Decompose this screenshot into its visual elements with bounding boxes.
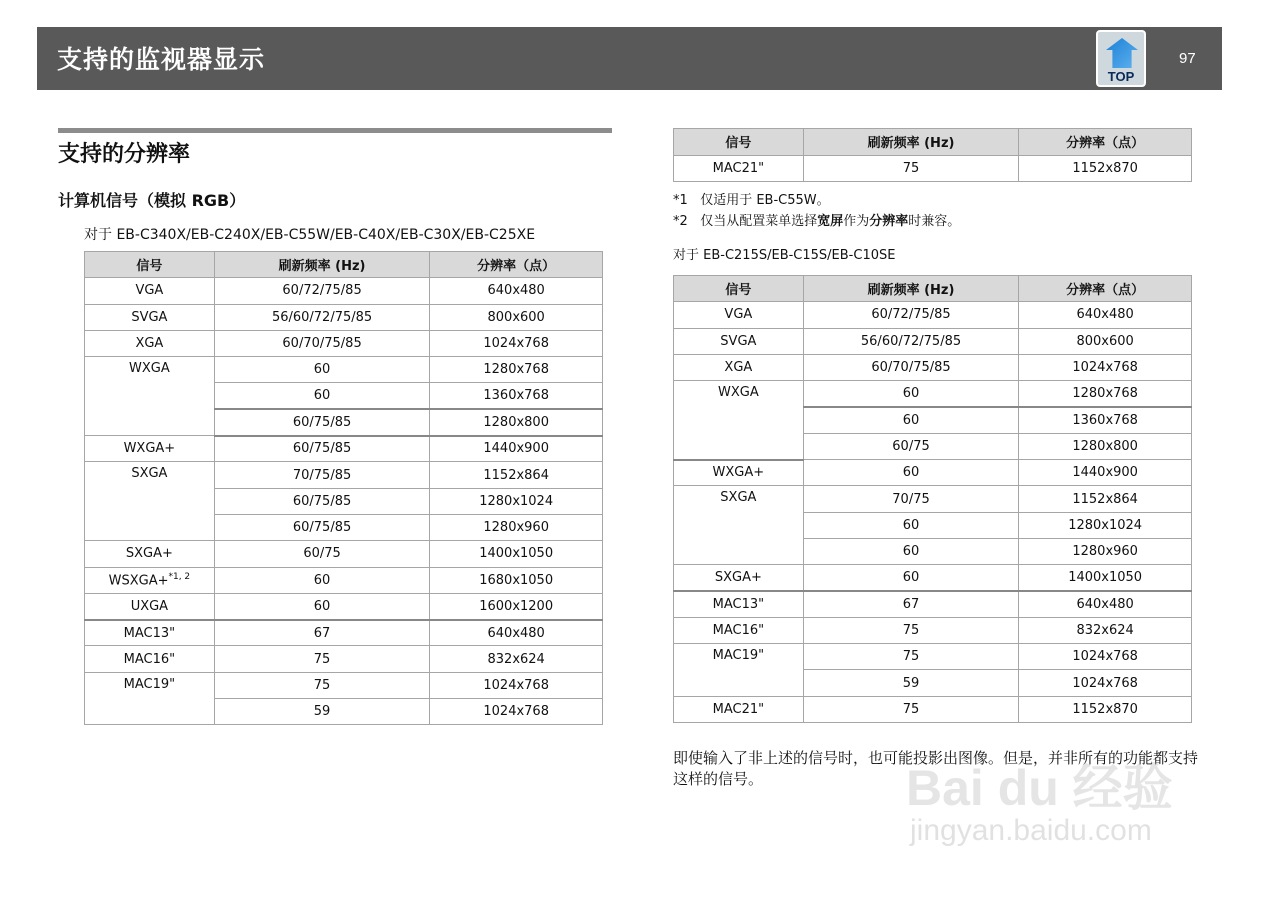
resolution-cell: 1024x768 xyxy=(430,330,603,356)
table-row xyxy=(85,357,603,383)
table-row xyxy=(85,567,603,593)
refresh-cell: 75 xyxy=(803,617,1019,643)
signal-cell: SXGA xyxy=(674,486,804,565)
signal-text: WSXGA+ xyxy=(108,573,169,589)
refresh-cell: 75 xyxy=(214,672,430,698)
table-row xyxy=(674,591,1192,617)
footnote-text: 仅适用于 EB-C55W。 xyxy=(700,193,830,208)
refresh-cell: 70/75 xyxy=(803,486,1019,512)
resolution-cell: 1680x1050 xyxy=(430,567,603,593)
column-header-refresh: 刷新频率 (Hz) xyxy=(214,252,430,278)
table-row xyxy=(85,436,603,462)
refresh-cell: 59 xyxy=(803,670,1019,696)
refresh-cell: 60 xyxy=(803,565,1019,591)
resolution-cell: 1280x1024 xyxy=(1019,512,1192,538)
footnote-2 xyxy=(673,210,960,229)
signal-cell: XGA xyxy=(674,354,804,380)
footnote-mark: *1 xyxy=(673,193,688,208)
resolution-cell: 640x480 xyxy=(430,620,603,646)
section-title: 支持的分辨率 xyxy=(58,142,191,167)
table-row xyxy=(85,462,603,488)
table-row xyxy=(85,646,603,672)
signal-cell: MAC21" xyxy=(674,155,804,182)
refresh-cell: 75 xyxy=(214,646,430,672)
footnote-text-c: 时兼容。 xyxy=(908,214,961,229)
signal-cell: VGA xyxy=(85,278,215,304)
table-row xyxy=(85,278,603,304)
refresh-cell: 60 xyxy=(803,538,1019,564)
refresh-cell: 67 xyxy=(214,620,430,646)
signal-cell: MAC21" xyxy=(674,696,804,722)
table-row xyxy=(85,672,603,698)
refresh-cell: 60 xyxy=(803,381,1019,407)
resolution-cell: 832x624 xyxy=(430,646,603,672)
section-divider xyxy=(58,128,612,133)
resolution-cell: 1152x864 xyxy=(1019,486,1192,512)
resolution-cell: 832x624 xyxy=(1019,617,1192,643)
footnote-ref: *1, 2 xyxy=(168,572,191,583)
column-header-resolution: 分辨率（点） xyxy=(430,252,603,278)
table-row xyxy=(674,328,1192,354)
sub-title: 计算机信号（模拟 RGB） xyxy=(58,191,246,210)
resolution-cell: 640x480 xyxy=(1019,302,1192,328)
refresh-cell: 75 xyxy=(803,696,1019,722)
signal-cell xyxy=(85,567,215,593)
resolution-cell: 1600x1200 xyxy=(430,593,603,619)
watermark-url: jingyan.baidu.com xyxy=(910,814,1152,847)
table-row xyxy=(85,620,603,646)
refresh-cell: 60/75/85 xyxy=(214,488,430,514)
resolution-cell: 1280x960 xyxy=(430,514,603,540)
refresh-cell: 60/75/85 xyxy=(214,436,430,462)
refresh-cell: 56/60/72/75/85 xyxy=(803,328,1019,354)
resolution-cell: 1280x800 xyxy=(430,409,603,435)
refresh-cell: 60/72/75/85 xyxy=(214,278,430,304)
signal-cell: MAC19" xyxy=(85,672,215,725)
resolution-cell: 1360x768 xyxy=(1019,407,1192,433)
table-row xyxy=(674,644,1192,670)
signal-cell: MAC13" xyxy=(674,591,804,617)
footnote-keyword-widescreen: 宽屏 xyxy=(817,214,844,229)
signal-cell: SVGA xyxy=(674,328,804,354)
table-row xyxy=(85,541,603,567)
signal-cell: VGA xyxy=(674,302,804,328)
top-button-label: TOP xyxy=(1107,69,1135,84)
signal-cell: SXGA+ xyxy=(674,565,804,591)
resolution-cell: 1024x768 xyxy=(430,672,603,698)
refresh-cell: 60 xyxy=(214,383,430,409)
refresh-cell: 60/72/75/85 xyxy=(803,302,1019,328)
resolution-cell: 1152x870 xyxy=(1019,155,1192,182)
resolution-cell: 1152x864 xyxy=(430,462,603,488)
resolution-cell: 800x600 xyxy=(430,304,603,330)
column-header-refresh: 刷新频率 (Hz) xyxy=(803,276,1019,302)
signal-cell: WXGA xyxy=(85,357,215,436)
refresh-cell: 75 xyxy=(803,155,1018,182)
resolution-cell: 1024x768 xyxy=(1019,644,1192,670)
table-row xyxy=(674,617,1192,643)
resolution-cell: 1400x1050 xyxy=(430,541,603,567)
column-header-signal: 信号 xyxy=(85,252,215,278)
column-header-resolution: 分辨率（点） xyxy=(1019,276,1192,302)
footnote-keyword-resolution: 分辨率 xyxy=(869,214,909,229)
info-paragraph: 即使输入了非上述的信号时，也可能投影出图像。但是，并非所有的功能都支持这样的信号。 xyxy=(673,749,1199,788)
signal-cell: XGA xyxy=(85,330,215,356)
refresh-cell: 60/75 xyxy=(803,433,1019,459)
resolution-cell: 800x600 xyxy=(1019,328,1192,354)
page-header xyxy=(37,27,1222,90)
resolution-table-3 xyxy=(673,275,1192,723)
table-row xyxy=(674,565,1192,591)
signal-cell: MAC16" xyxy=(674,617,804,643)
table-row xyxy=(85,593,603,619)
refresh-cell: 60 xyxy=(803,512,1019,538)
signal-cell: SVGA xyxy=(85,304,215,330)
resolution-cell: 1280x768 xyxy=(1019,381,1192,407)
signal-cell: WXGA+ xyxy=(674,460,804,486)
signal-cell: MAC13" xyxy=(85,620,215,646)
table-row xyxy=(85,304,603,330)
signal-cell: MAC19" xyxy=(674,644,804,697)
refresh-cell: 60 xyxy=(803,460,1019,486)
refresh-cell: 59 xyxy=(214,699,430,725)
resolution-cell: 1440x900 xyxy=(1019,460,1192,486)
resolution-cell: 640x480 xyxy=(1019,591,1192,617)
signal-cell: WXGA+ xyxy=(85,436,215,462)
table-row xyxy=(674,696,1192,722)
refresh-cell: 60/70/75/85 xyxy=(803,354,1019,380)
signal-cell: WXGA xyxy=(674,381,804,460)
resolution-cell: 1024x768 xyxy=(1019,670,1192,696)
table-row xyxy=(674,381,1192,407)
column-header-refresh: 刷新频率 (Hz) xyxy=(803,129,1018,156)
house-icon xyxy=(1106,38,1138,68)
table-row xyxy=(674,460,1192,486)
table-row xyxy=(85,330,603,356)
resolution-cell: 1440x900 xyxy=(430,436,603,462)
column-header-signal: 信号 xyxy=(674,276,804,302)
signal-cell: MAC16" xyxy=(85,646,215,672)
signal-cell: SXGA xyxy=(85,462,215,541)
column-header-resolution: 分辨率（点） xyxy=(1019,129,1192,156)
refresh-cell: 75 xyxy=(803,644,1019,670)
resolution-cell: 1280x1024 xyxy=(430,488,603,514)
resolution-cell: 1280x960 xyxy=(1019,538,1192,564)
refresh-cell: 56/60/72/75/85 xyxy=(214,304,430,330)
table-row xyxy=(674,155,1192,182)
resolution-cell: 1360x768 xyxy=(430,383,603,409)
footnote-mark: *2 xyxy=(673,214,688,229)
top-button[interactable] xyxy=(1096,30,1146,87)
refresh-cell: 70/75/85 xyxy=(214,462,430,488)
refresh-cell: 60/75/85 xyxy=(214,409,430,435)
footnote-text-b: 作为 xyxy=(843,214,870,229)
refresh-cell: 60/70/75/85 xyxy=(214,330,430,356)
resolution-cell: 1024x768 xyxy=(430,699,603,725)
page-number: 97 xyxy=(1179,50,1196,67)
footnote-text-a: 仅当从配置菜单选择 xyxy=(700,214,818,229)
page-title: 支持的监视器显示 xyxy=(57,45,266,74)
table-row xyxy=(674,486,1192,512)
signal-cell: SXGA+ xyxy=(85,541,215,567)
models-label-2: 对于 EB-C215S/EB-C15S/EB-C10SE xyxy=(673,248,896,263)
refresh-cell: 60/75 xyxy=(214,541,430,567)
resolution-cell: 1152x870 xyxy=(1019,696,1192,722)
resolution-table-2 xyxy=(673,128,1192,182)
resolution-cell: 1280x800 xyxy=(1019,433,1192,459)
refresh-cell: 60 xyxy=(214,357,430,383)
resolution-table-1 xyxy=(84,251,603,725)
column-header-signal: 信号 xyxy=(674,129,804,156)
refresh-cell: 60/75/85 xyxy=(214,514,430,540)
resolution-cell: 1280x768 xyxy=(430,357,603,383)
resolution-cell: 1400x1050 xyxy=(1019,565,1192,591)
refresh-cell: 60 xyxy=(214,567,430,593)
resolution-cell: 640x480 xyxy=(430,278,603,304)
models-label-1: 对于 EB-C340X/EB-C240X/EB-C55W/EB-C40X/EB-C30X/EB-C25XE xyxy=(84,227,536,243)
watermark-logo-text: Bai du 经验 xyxy=(906,760,1173,816)
footnote-1 xyxy=(673,189,830,208)
resolution-cell: 1024x768 xyxy=(1019,354,1192,380)
signal-cell: UXGA xyxy=(85,593,215,619)
refresh-cell: 60 xyxy=(803,407,1019,433)
table-row xyxy=(674,354,1192,380)
refresh-cell: 67 xyxy=(803,591,1019,617)
refresh-cell: 60 xyxy=(214,593,430,619)
table-row xyxy=(674,302,1192,328)
